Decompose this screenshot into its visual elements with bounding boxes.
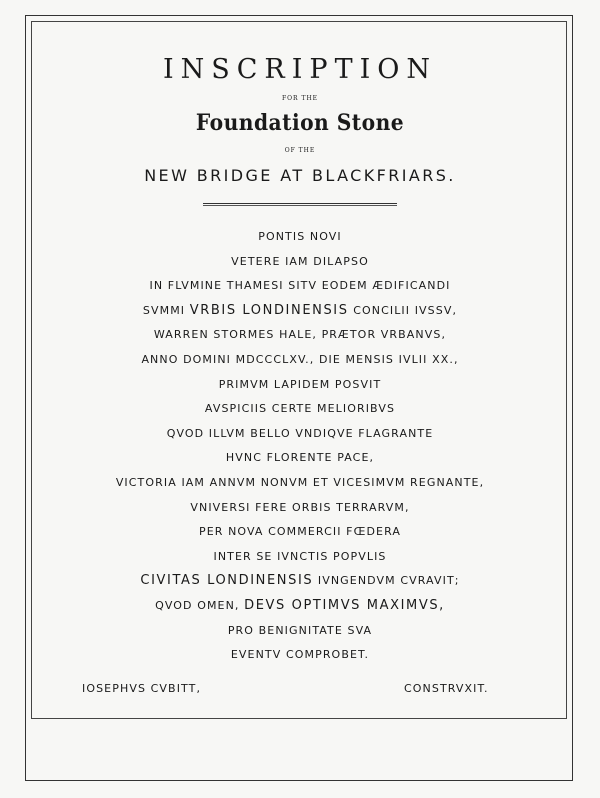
inscription-line [0, 277, 600, 302]
inscription-line [0, 351, 600, 376]
line-text: PRO BENIGNITATE SVA [227, 623, 373, 637]
line-text: PER NOVA COMMERCII FŒDERA [198, 525, 402, 539]
title-inscription: INSCRIPTION [162, 54, 438, 85]
inscription-line [0, 228, 600, 253]
line-text: VICTORIA IAM ANNVM NONVM ET VICESIMVM REGNANTE, [115, 475, 485, 489]
line-text: VETERE IAM DILAPSO [231, 254, 369, 268]
inscription-line [0, 474, 600, 499]
foundation-stone-heading: Foundation Stone [195, 110, 405, 136]
line-text: IN FLVMINE THAMESI SITV EODEM ÆDIFICANDI [149, 279, 451, 293]
for-the-label: FOR THE [281, 95, 319, 102]
inscription-line [0, 523, 600, 548]
line-text: EVENTV COMPROBET. [230, 648, 370, 662]
bridge-heading: NEW BRIDGE AT BLACKFRIARS. [144, 166, 456, 185]
inscription-line [0, 622, 600, 647]
line-text: HVNC FLORENTE PACE, [225, 451, 375, 465]
inscription-line [0, 253, 600, 278]
inscription-line [0, 449, 600, 474]
inscription-line [0, 499, 600, 524]
inscription-line [0, 425, 600, 450]
inscription-line [0, 646, 600, 671]
inscription-line [0, 326, 600, 351]
line-text: CONCILII IVSSV, [348, 303, 458, 317]
signature-name: IOSEPHVS CVBITT, [82, 682, 202, 695]
line-text: AVSPICIIS CERTE MELIORIBVS [204, 402, 396, 416]
line-text: WARREN STORMES HALE, PRÆTOR VRBANVS, [153, 328, 447, 342]
line-text: QVOD ILLVM BELLO VNDIQVE FLAGRANTE [166, 426, 434, 440]
line-text: INTER SE IVNCTIS POPVLIS [213, 549, 387, 563]
inscription-text [0, 228, 600, 671]
line-text: PONTIS NOVI [258, 230, 342, 243]
emphasized-text: DEVS OPTIMVS MAXIMVS, [244, 597, 445, 613]
line-text: VNIVERSI FERE ORBIS TERRARVM, [190, 500, 410, 514]
inscription-line [0, 597, 600, 622]
of-the-label: OF THE [284, 147, 316, 154]
line-text: IVNGENDVM CVRAVIT; [313, 574, 460, 588]
line-text: PRIMVM LAPIDEM POSVIT [218, 377, 382, 391]
inscription-line [0, 400, 600, 425]
signature-construxit: CONSTRVXIT. [404, 682, 489, 695]
inscription-line [0, 572, 600, 597]
emphasized-text: VRBIS LONDINENSIS [189, 302, 349, 318]
inscription-line [0, 302, 600, 327]
line-text: SVMMI [142, 303, 190, 317]
inscription-line [0, 548, 600, 573]
line-text: ANNO DOMINI MDCCCLXV., DIE MENSIS IVLII XX., [141, 352, 459, 366]
divider-rule [203, 203, 397, 206]
emphasized-text: CIVITAS LONDINENSIS [140, 573, 314, 589]
line-text: QVOD OMEN, [155, 598, 245, 612]
inscription-line [0, 376, 600, 401]
